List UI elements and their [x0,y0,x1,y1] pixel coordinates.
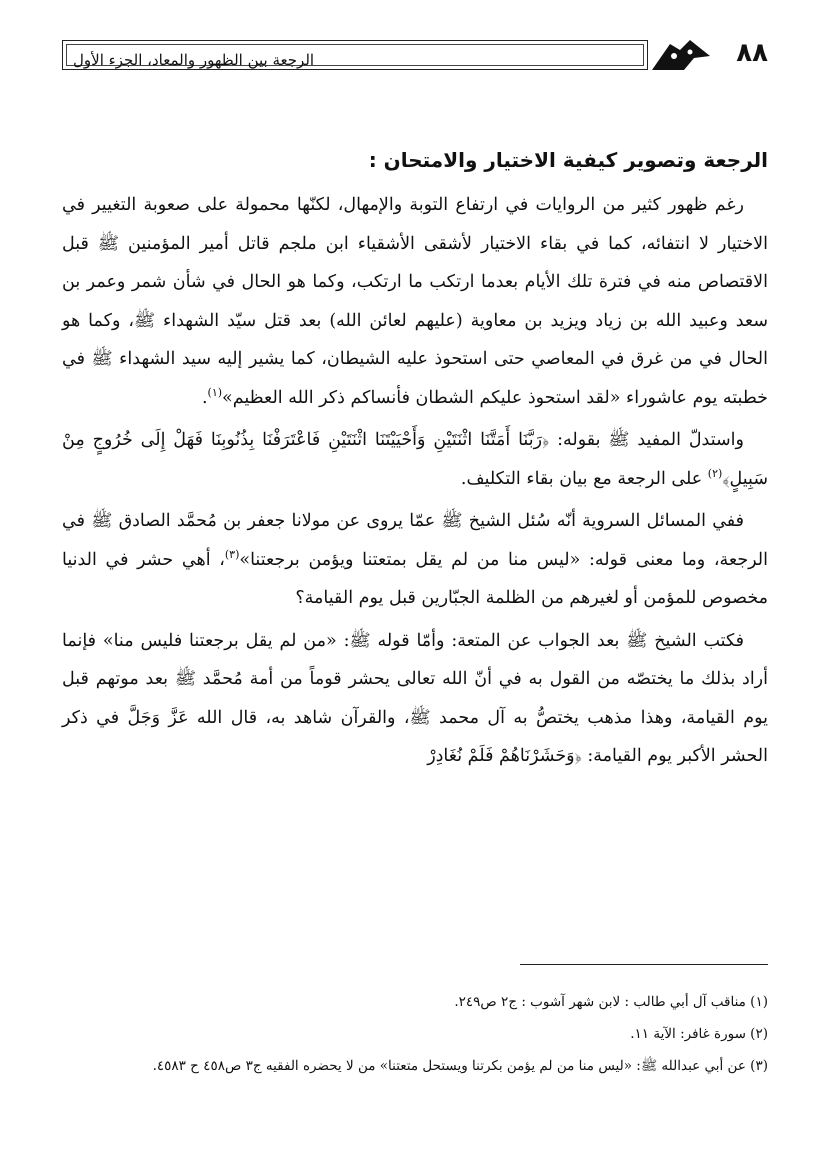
paragraph-tail: . [201,387,208,408]
footnote: (٣) عن أبي عبدالله ﷺ: «ليس منا من لم يؤمن بكرتنا ويستحل متعتنا» من لا يحضره الفقيه ج٣ ص٤٥٨ ح ٤٥٨٣. [152,1058,768,1074]
footnote-ref: (٢) [707,466,723,480]
paragraph [62,421,768,498]
header-frame [62,40,648,70]
paragraph-text: رغم ظهور كثير من الروايات في ارتفاع التوبة والإمهال، لكنّها محمولة على صعوبة التغيير في الاختيار لا انتفائه، كما في بقاء الاختيار لأشقى الأشقياء ابن ملجم قاتل أمير المؤمنين ﷺ قبل الاقتصاص منه في فترة تلك الأيام بعدما ارتكب ما ارتكب، وكما هو الحال في شأن شمر وعمر بن سعد وعبيد الله بن زياد ويزيد بن معاوية (عليهم لعائن الله) بعد قتل سيّد الشهداء ﷺ، وكما هو الحال في من غرق في المعاصي حتى استحوذ عليه الشيطان، كما يشير إليه سيد الشهداء ﷺ في خطبته يوم عاشوراء «لقد استحوذ عليكم الشطان فأنساكم ذكر الله العظيم» [62,195,768,408]
main-text [62,140,768,776]
footnote-ref: (١) [207,385,223,399]
running-title: الرجعة بين الظهور والمعاد، الجزء الأول [73,51,315,69]
page-number: ٨٨ [736,38,768,68]
footnote-separator [520,964,768,965]
header-ornament-icon [650,36,712,74]
footnote-ref: (٣) [224,547,240,561]
footnotes [62,986,768,1082]
paragraph-tail: على الرجعة مع بيان بقاء التكليف. [460,468,708,489]
footnote: (٢) سورة غافر: الآية ١١. [630,1026,768,1042]
paragraph-text: واستدلّ المفيد ﷺ بقوله: ﴿رَبَّنَا أَمَتَّنَا اثْنَتَيْنِ وَأَحْيَيْتَنَا اثْنَتَيْنِ فَاعْتَرَفْنَا بِذُنُوبِنَا فَهَلْ إِلَى خُرُوجٍ مِنْ سَبِيلٍ﴾ [62,430,768,489]
paragraph-text: ففي المسائل السروية أنّه سُئل الشيخ ﷺ عمّا يروى عن مولانا جعفر بن مُحمَّد الصادق ﷺ في الرجعة، وما معنى قوله: «ليس منا من لم يقل بمتعتنا ويؤمن برجعتنا» [62,511,768,570]
section-title: الرجعة وتصوير كيفية الاختيار والامتحان : [368,148,768,172]
paragraph [62,186,768,417]
running-header [62,36,768,76]
paragraph [62,502,768,618]
paragraph-tail: ، أهي حشر في الدنيا مخصوص للمؤمن أو لغيرهم من الظلمة الجبّارين قبل يوم القيامة؟ [62,549,768,608]
paragraph [62,622,768,776]
footnote: (١) مناقب آل أبي طالب : لابن شهر آشوب : ج٢ ص٢٤٩. [454,994,768,1010]
paragraph-text: فكتب الشيخ ﷺ بعد الجواب عن المتعة: وأمّا قوله ﷺ: «من لم يقل برجعتنا فليس منا» فإنما أراد بذلك ما يختصّه من القول به في أنّ الله تعالى يحشر قوماً من أمة مُحمَّد ﷺ بعد موتهم قبل يوم القيامة، وهذا مذهب يختصُّ به آل محمد ﷺ، والقرآن شاهد به، قال الله عَزَّ وَجَلَّ في ذكر الحشر الأكبر يوم القيامة: ﴿وَحَشَرْنَاهُمْ فَلَمْ نُغَادِرْ [62,630,768,766]
